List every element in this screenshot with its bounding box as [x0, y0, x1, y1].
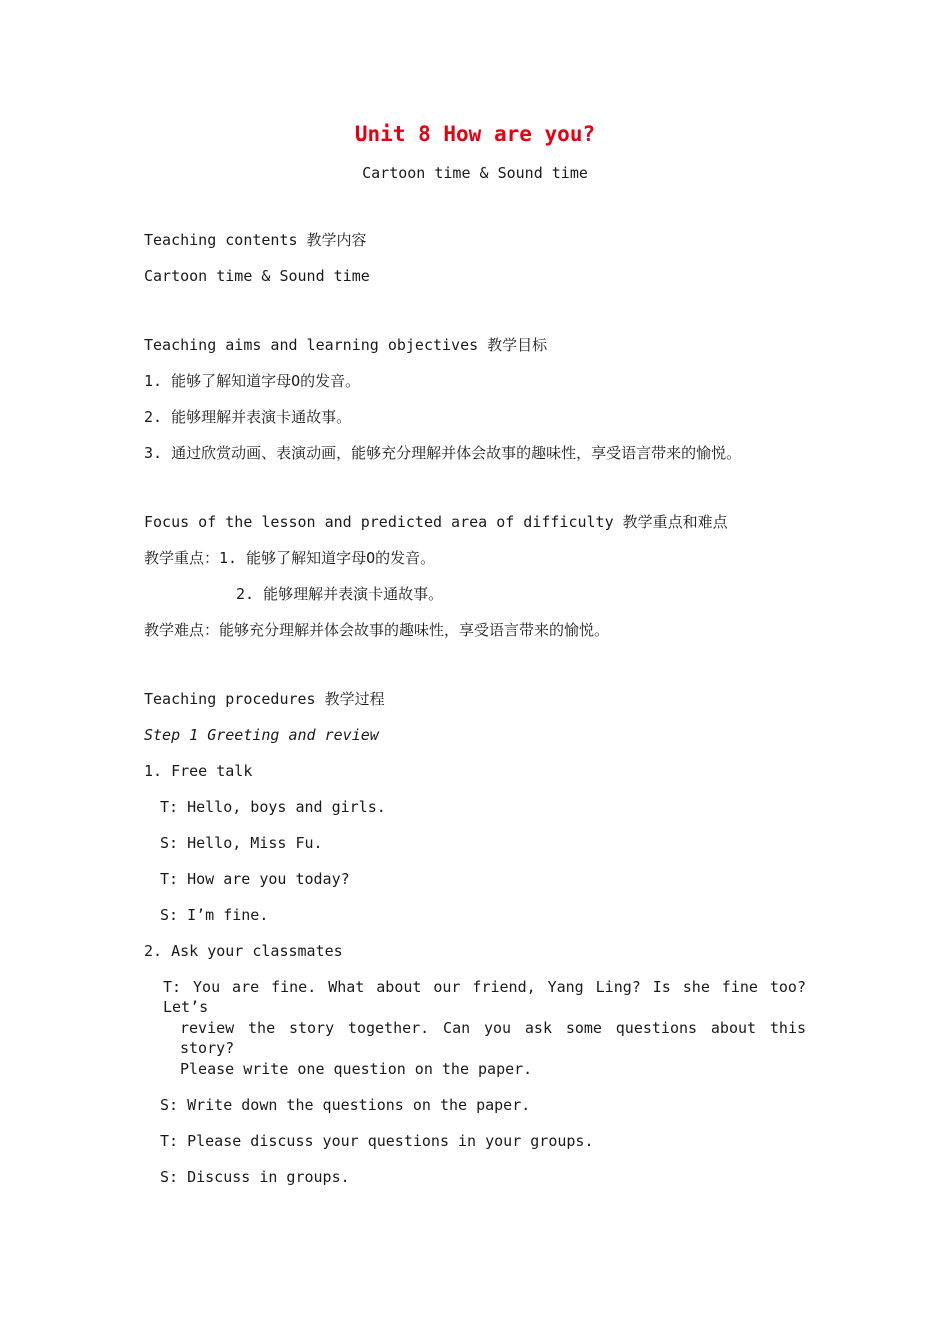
- dialogue-line: T: Please discuss your questions in your groups.: [160, 1132, 594, 1150]
- paragraph-line-1: T: You are fine. What about our friend, Yang Ling? Is she fine too? Let’s: [163, 978, 806, 1016]
- ask-classmates-label: 2. Ask your classmates: [144, 942, 343, 960]
- aims-item-1: 1. 能够了解知道字母O的发音。: [144, 372, 361, 390]
- focus-key-points-1: 教学重点：1. 能够了解知道字母O的发音。: [144, 549, 436, 567]
- procedures-heading: Teaching procedures 教学过程: [144, 690, 385, 708]
- paragraph-line-2: review the story together. Can you ask some questions about this story?: [180, 1019, 806, 1057]
- dialogue-line: S: I’m fine.: [160, 906, 269, 924]
- document-subtitle: Cartoon time & Sound time: [362, 164, 588, 182]
- aims-item-2: 2. 能够理解并表演卡通故事。: [144, 408, 352, 426]
- aims-heading: Teaching aims and learning objectives 教学目标: [144, 336, 548, 354]
- paragraph-line-3: Please write one question on the paper.: [180, 1060, 533, 1078]
- step-1-heading: Step 1 Greeting and review: [144, 726, 379, 744]
- dialogue-line: T: Hello, boys and girls.: [160, 798, 386, 816]
- dialogue-line: S: Write down the questions on the paper.: [160, 1096, 531, 1114]
- focus-difficulty: 教学难点：能够充分理解并体会故事的趣味性，享受语言带来的愉悦。: [144, 621, 610, 639]
- dialogue-line: T: How are you today?: [160, 870, 350, 888]
- document-title: Unit 8 How are you?: [354, 122, 596, 146]
- dialogue-line: S: Hello, Miss Fu.: [160, 834, 323, 852]
- dialogue-line: S: Discuss in groups.: [160, 1168, 350, 1186]
- focus-heading: Focus of the lesson and predicted area of difficulty 教学重点和难点: [144, 513, 728, 531]
- aims-item-3: 3. 通过欣赏动画、表演动画，能够充分理解并体会故事的趣味性，享受语言带来的愉悦。: [144, 444, 742, 462]
- free-talk-label: 1. Free talk: [144, 762, 253, 780]
- contents-heading: Teaching contents 教学内容: [144, 231, 367, 249]
- focus-key-points-2: 2. 能够理解并表演卡通故事。: [236, 585, 444, 603]
- contents-text: Cartoon time & Sound time: [144, 267, 370, 285]
